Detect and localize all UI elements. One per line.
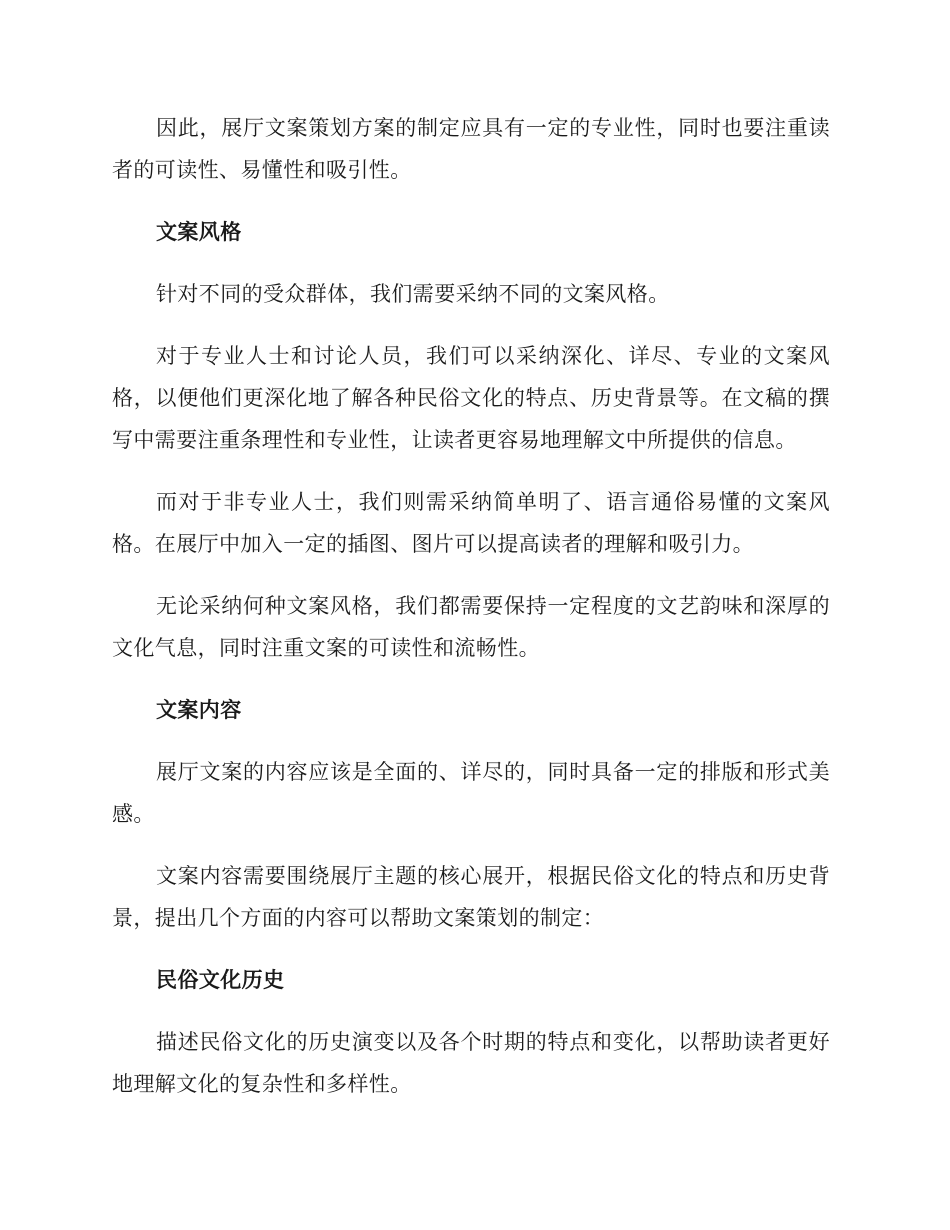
paragraph: 对于专业人士和讨论人员，我们可以采纳深化、详尽、专业的文案风格，以便他们更深化地了解各种民俗文化的特点、历史背景等。在文稿的撰写中需要注重条理性和专业性，让读者更容易地理解文中所提供的信息。 [112,344,830,452]
paragraph: 展厅文案的内容应该是全面的、详尽的，同时具备一定的排版和形式美感。 [112,760,830,826]
paragraph: 因此，展厅文案策划方案的制定应具有一定的专业性，同时也要注重读者的可读性、易懂性和吸引性。 [112,116,830,182]
paragraph: 针对不同的受众群体，我们需要采纳不同的文案风格。 [156,282,670,306]
section-heading-copy-content: 文案内容 [156,698,242,722]
paragraph: 文案内容需要围绕展厅主题的核心展开，根据民俗文化的特点和历史背景，提出几个方面的内容可以帮助文案策划的制定： [112,864,830,930]
section-heading-copy-style: 文案风格 [156,220,242,244]
paragraph: 描述民俗文化的历史演变以及各个时期的特点和变化，以帮助读者更好地理解文化的复杂性和多样性。 [112,1030,830,1096]
section-heading-folk-history: 民俗文化历史 [156,968,285,992]
paragraph: 而对于非专业人士，我们则需采纳简单明了、语言通俗易懂的文案风格。在展厅中加入一定的插图、图片可以提高读者的理解和吸引力。 [112,490,830,556]
document-page [112,107,830,1125]
paragraph: 无论采纳何种文案风格，我们都需要保持一定程度的文艺韵味和深厚的文化气息，同时注重文案的可读性和流畅性。 [112,594,830,660]
